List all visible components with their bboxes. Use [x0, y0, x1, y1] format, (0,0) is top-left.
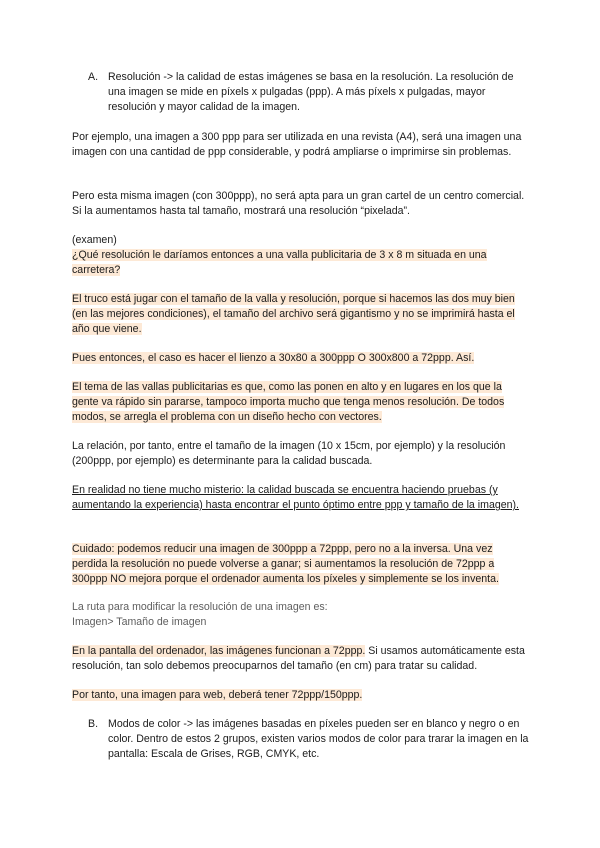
list-marker-b: B. — [88, 718, 99, 730]
list-item-resolution — [88, 70, 530, 115]
route-block — [72, 600, 530, 630]
list-item-color-modes — [88, 717, 530, 762]
paragraph-case-wrap — [72, 351, 530, 366]
paragraph-case: Pues entonces, el caso es hacer el lienzo a 30x80 a 300ppp O 300x800 a 72ppp. Así. — [72, 352, 475, 364]
route-line-2: Imagen> Tamaño de imagen — [72, 616, 207, 628]
paragraph-billboards-wrap — [72, 380, 530, 425]
paragraph-screen — [72, 644, 530, 674]
paragraph-careful-wrap — [72, 542, 530, 587]
exam-question: ¿Qué resolución le daríamos entonces a una valla publicitaria de 3 x 8 m situada en una carretera? — [72, 249, 487, 276]
paragraph-relation: La relación, por tanto, entre el tamaño de la imagen (10 x 15cm, por ejemplo) y la resolución (200ppp, por ejemplo) es determinante para la calidad buscada. — [72, 440, 506, 467]
screen-rest: Si usamos automáticamente esta resolución, tan solo debemos preocuparnos del tamaño (en cm) para tratar su calidad. — [72, 645, 525, 672]
paragraph-careful: Cuidado: podemos reducir una imagen de 300ppp a 72ppp, pero no a la inversa. Una vez perdida la resolución no puede volverse a ganar; si aumentamos la resolución de 72ppp a 300ppp NO mejora porque el ordenador aumenta los píxeles y simplemente se los inventa. — [72, 543, 499, 585]
screen-highlight: En la pantalla del ordenador, las imágenes funcionan a 72ppp. — [72, 645, 366, 657]
color-modes-definition: Modos de color -> las imágenes basadas en píxeles pueden ser en blanco y negro o en color. Dentro de estos 2 grupos, existen varios modos de color para trarar la imagen en la pantalla: Escala de Grises, RGB, CMYK, etc. — [108, 718, 529, 760]
paragraph-large-poster: Pero esta misma imagen (con 300ppp), no será apta para un gran cartel de un centro comercial. Si la aumentamos hasta tal tamaño, mostrará una resolución “pixelada”. — [72, 190, 525, 217]
resolution-definition: Resolución -> la calidad de estas imágenes se basa en la resolución. La resolución de una imagen se mide en píxels x pulgadas (ppp). A más píxels x pulgadas, mayor resolución y mayor calidad de la imagen. — [108, 71, 514, 113]
paragraph-trick: El truco está jugar con el tamaño de la valla y resolución, porque si hacemos las dos muy bien (en las mejores condiciones), el tamaño del archivo será gigantismo y no se imprimirá hasta el año que viene. — [72, 293, 515, 335]
list-marker-a: A. — [88, 71, 99, 83]
exam-tag: (examen) — [72, 234, 117, 246]
paragraph-trick-wrap — [72, 292, 530, 337]
paragraph-example: Por ejemplo, una imagen a 300 ppp para ser utilizada en una revista (A4), será una imagen una imagen con una cantidad de ppp considerable, y podrá ampliarse o imprimirse sin problemas. — [72, 131, 522, 158]
exam-question-block — [72, 233, 530, 278]
paragraph-reality: En realidad no tiene mucho misterio: la calidad buscada se encuentra haciendo pruebas (y aumentando la experiencia) hasta encontrar el punto óptimo entre ppp y tamaño de la imagen). — [72, 484, 519, 511]
paragraph-reality-wrap — [72, 483, 530, 513]
paragraph-web-wrap — [72, 688, 530, 703]
route-line-1: La ruta para modificar la resolución de una imagen es: — [72, 601, 328, 613]
paragraph-web: Por tanto, una imagen para web, deberá tener 72ppp/150ppp. — [72, 689, 363, 701]
paragraph-billboards: El tema de las vallas publicitarias es que, como las ponen en alto y en lugares en los que la gente va rápido sin pararse, tampoco importa mucho que tenga menos resolución. De todos modos, se arregla el problema con un diseño hecho con vectores. — [72, 381, 505, 423]
